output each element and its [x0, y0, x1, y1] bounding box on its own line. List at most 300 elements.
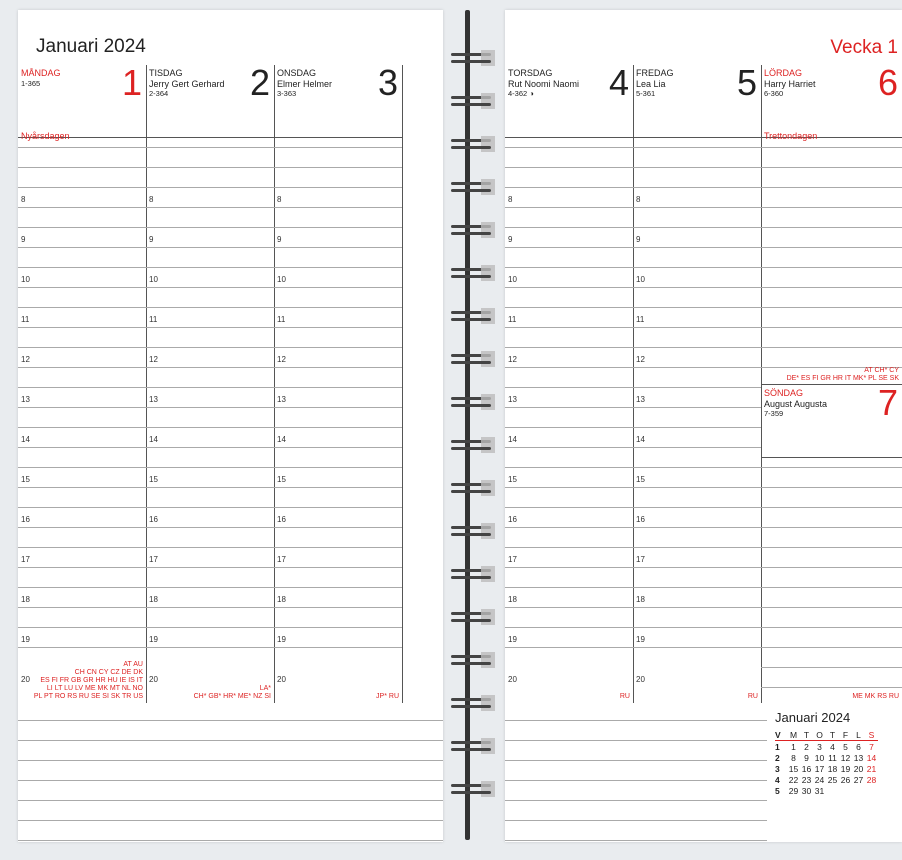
date-cell: 25: [827, 774, 838, 785]
name-day: Jerry Gert Gerhard: [149, 79, 225, 89]
day-number: 4: [608, 62, 629, 103]
hour-label: 15: [277, 475, 286, 484]
ruled-line: [146, 567, 274, 568]
ruled-line: [146, 467, 274, 468]
date-cell: 8: [791, 752, 796, 763]
hour-label: 15: [149, 475, 158, 484]
ruled-line: [18, 187, 146, 188]
ruled-line: [633, 447, 761, 448]
spiral-ring: [451, 52, 491, 64]
ruled-line: [18, 427, 146, 428]
date-cell: 28: [866, 774, 877, 785]
ruled-line: [146, 547, 274, 548]
ruled-line: [633, 647, 761, 648]
mini-calendar-title: Januari 2024: [775, 710, 851, 725]
hour-label: 10: [277, 275, 286, 284]
day-name: TISDAG: [149, 68, 183, 78]
date-cell: 6: [856, 741, 861, 752]
week-number: 3: [775, 763, 780, 774]
ruled-line: [274, 507, 402, 508]
ring-shadow: [481, 781, 495, 797]
ruled-line: [761, 647, 902, 648]
date-cell: 26: [840, 774, 851, 785]
ruled-line: [18, 547, 146, 548]
hour-label: 18: [508, 595, 517, 604]
notes-line: [505, 820, 767, 821]
ruled-line: [18, 607, 146, 608]
ruled-line: [146, 327, 274, 328]
ruled-line: [146, 587, 274, 588]
ring-shadow: [481, 179, 495, 195]
hour-label: 10: [636, 275, 645, 284]
ruled-line: [505, 327, 633, 328]
ring-shadow: [481, 265, 495, 281]
spiral-ring: [451, 267, 491, 279]
ruled-line: [761, 487, 902, 488]
hour-label: 16: [21, 515, 30, 524]
ruled-line: [633, 187, 761, 188]
hour-label: 12: [636, 355, 645, 364]
notes-line: [18, 800, 443, 801]
hour-label: 8: [21, 195, 26, 204]
ruled-line: [505, 247, 633, 248]
ruled-line: [146, 167, 274, 168]
ruled-line: [274, 607, 402, 608]
ruled-line: [505, 567, 633, 568]
ruled-line: [18, 207, 146, 208]
ruled-line: [274, 227, 402, 228]
notes-line: [505, 780, 767, 781]
spiral-ring: [451, 783, 491, 795]
ruled-line: [18, 447, 146, 448]
ring-shadow: [481, 738, 495, 754]
ruled-line: [146, 647, 274, 648]
name-day: Harry Harriet: [764, 79, 816, 89]
ruled-line: [146, 307, 274, 308]
ruled-line: [505, 147, 633, 148]
ring-shadow: [481, 394, 495, 410]
date-cell: 11: [828, 752, 837, 763]
holiday-name: Nyårsdagen: [21, 131, 70, 141]
ruled-line: [146, 187, 274, 188]
ruled-line: [761, 327, 902, 328]
hour-label: 17: [636, 555, 645, 564]
ring-shadow: [481, 652, 495, 668]
ruled-line: [146, 147, 274, 148]
ruled-line: [18, 307, 146, 308]
date-cell: 17: [814, 763, 825, 774]
hour-label: 11: [277, 315, 286, 324]
week-number: 2: [775, 752, 780, 763]
ruled-line: [761, 467, 902, 468]
ruled-line: [505, 267, 633, 268]
day-number: 7: [877, 382, 898, 423]
hour-label: 12: [149, 355, 158, 364]
mini-calendar-week: [775, 785, 878, 796]
ruled-line: [274, 527, 402, 528]
ruled-line: [18, 587, 146, 588]
ruled-line: [274, 447, 402, 448]
ruled-line: [274, 647, 402, 648]
spiral-ring: [451, 525, 491, 537]
hour-label: 14: [149, 435, 158, 444]
day-name: LÖRDAG: [764, 68, 803, 78]
hour-label: 12: [508, 355, 517, 364]
left-page: [18, 10, 443, 842]
ring-shadow: [481, 523, 495, 539]
ruled-line: [761, 587, 902, 588]
hour-label: 19: [149, 635, 158, 644]
country-codes: DE* ES FI GR HR IT MK* PL SE SK: [786, 375, 899, 382]
ruled-line: [274, 487, 402, 488]
ruled-line: [146, 267, 274, 268]
ruled-line: [633, 227, 761, 228]
hour-label: 17: [149, 555, 158, 564]
ruled-line: [505, 607, 633, 608]
date-cell: 21: [866, 763, 877, 774]
ruled-line: [633, 167, 761, 168]
ruled-line: [274, 407, 402, 408]
ring-shadow: [481, 222, 495, 238]
ruled-line: [274, 327, 402, 328]
ruled-line: [761, 347, 902, 348]
ruled-line: [633, 347, 761, 348]
date-cell: 18: [827, 763, 838, 774]
ruled-line: [633, 427, 761, 428]
date-cell: 13: [853, 752, 864, 763]
ruled-line: [274, 267, 402, 268]
ruled-line: [274, 307, 402, 308]
weekday-label: T: [826, 729, 839, 741]
day-name: TORSDAG: [508, 68, 553, 78]
ruled-line: [761, 527, 902, 528]
header-rule: [761, 384, 902, 385]
spiral-ring: [451, 138, 491, 150]
hour-label: 11: [21, 315, 30, 324]
header-rule: [146, 137, 274, 138]
hour-label: 16: [149, 515, 158, 524]
date-cell: 12: [840, 752, 851, 763]
ruled-line: [18, 287, 146, 288]
hour-label: 14: [636, 435, 645, 444]
ruled-line: [633, 207, 761, 208]
notes-line: [18, 820, 443, 821]
ruled-line: [274, 627, 402, 628]
hour-label: 10: [508, 275, 517, 284]
spiral-ring: [451, 396, 491, 408]
hour-label: 20: [277, 675, 286, 684]
ruled-line: [505, 347, 633, 348]
ring-shadow: [481, 351, 495, 367]
ring-shadow: [481, 136, 495, 152]
header-rule: [761, 457, 902, 458]
ruled-line: [633, 327, 761, 328]
ruled-line: [761, 607, 902, 608]
day-header: [764, 388, 884, 419]
hour-label: 8: [508, 195, 513, 204]
date-cell: 30: [801, 785, 812, 796]
ruled-line: [18, 267, 146, 268]
ruled-line: [761, 507, 902, 508]
day-count: 4-362 ◑: [508, 89, 534, 98]
header-rule: [505, 137, 633, 138]
moon-phase-icon: ◑: [527, 89, 534, 98]
hour-label: 18: [277, 595, 286, 604]
notes-line: [18, 760, 443, 761]
hour-label: 11: [636, 315, 645, 324]
ruled-line: [274, 567, 402, 568]
ruled-line: [505, 307, 633, 308]
ruled-line: [505, 167, 633, 168]
day-number: 5: [736, 62, 757, 103]
week-number: 4: [775, 774, 780, 785]
country-codes: LA*: [259, 685, 271, 692]
ruled-line: [18, 627, 146, 628]
ruled-line: [274, 427, 402, 428]
ruled-line: [18, 227, 146, 228]
date-cell: 4: [830, 741, 835, 752]
spiral-ring: [451, 181, 491, 193]
ruled-line: [505, 467, 633, 468]
week-number: 1: [775, 741, 780, 752]
ring-shadow: [481, 50, 495, 66]
hour-label: 17: [277, 555, 286, 564]
country-codes: ES FI FR GB GR HR HU IE IS IT: [40, 677, 143, 684]
spiral-ring: [451, 439, 491, 451]
ruled-line: [146, 207, 274, 208]
spiral-ring: [451, 224, 491, 236]
ruled-line: [505, 227, 633, 228]
day-name: SÖNDAG: [764, 388, 804, 398]
hour-label: 16: [277, 515, 286, 524]
hour-label: 14: [21, 435, 30, 444]
ruled-line: [274, 147, 402, 148]
ruled-line: [274, 387, 402, 388]
name-day: August Augusta: [764, 399, 828, 409]
ruled-line: [146, 247, 274, 248]
ruled-line: [146, 447, 274, 448]
ring-shadow: [481, 480, 495, 496]
ruled-line: [18, 347, 146, 348]
day-header: [764, 68, 884, 99]
hour-label: 13: [149, 395, 158, 404]
country-codes: AT CH* CY: [864, 367, 899, 374]
hour-label: 11: [508, 315, 517, 324]
date-cell: 16: [801, 763, 812, 774]
ruled-line: [761, 267, 902, 268]
ruled-line: [633, 287, 761, 288]
weekday-label: V: [775, 729, 787, 741]
hour-label: 8: [277, 195, 282, 204]
ring-shadow: [481, 566, 495, 582]
day-column: [18, 62, 147, 703]
notes-line: [505, 840, 767, 841]
ruled-line: [18, 467, 146, 468]
ruled-line: [274, 587, 402, 588]
weekday-label: T: [800, 729, 813, 741]
ruled-line: [761, 627, 902, 628]
day-count: 5-361: [636, 89, 656, 98]
day-column: [274, 62, 403, 703]
notes-line: [18, 840, 443, 841]
hour-label: 18: [149, 595, 158, 604]
hour-label: 9: [636, 235, 641, 244]
right-page: [505, 10, 902, 842]
ruled-line: [633, 387, 761, 388]
ruled-line: [633, 507, 761, 508]
ruled-line: [633, 367, 761, 368]
spiral-ring: [451, 611, 491, 623]
hour-label: 14: [277, 435, 286, 444]
ruled-line: [505, 207, 633, 208]
ruled-line: [505, 507, 633, 508]
ruled-line: [18, 647, 146, 648]
spine: [465, 10, 470, 840]
day-number: 3: [377, 62, 398, 103]
hour-label: 13: [21, 395, 30, 404]
hour-label: 19: [508, 635, 517, 644]
hour-label: 16: [636, 515, 645, 524]
ruled-line: [761, 167, 902, 168]
ruled-line: [274, 187, 402, 188]
ruled-line: [146, 487, 274, 488]
date-cell: 9: [804, 752, 809, 763]
ruled-line: [274, 547, 402, 548]
ruled-line: [146, 507, 274, 508]
date-cell: 22: [788, 774, 799, 785]
ruled-line: [633, 607, 761, 608]
hour-label: 17: [508, 555, 517, 564]
ruled-line: [761, 687, 902, 688]
notes-line: [18, 740, 443, 741]
ruled-line: [146, 527, 274, 528]
country-codes: AT AU: [123, 661, 143, 668]
ruled-line: [274, 367, 402, 368]
ring-shadow: [481, 308, 495, 324]
ruled-line: [18, 327, 146, 328]
ruled-line: [761, 187, 902, 188]
spiral-ring: [451, 353, 491, 365]
hour-label: 18: [21, 595, 30, 604]
date-cell: 20: [853, 763, 864, 774]
ruled-line: [274, 207, 402, 208]
ruled-line: [18, 527, 146, 528]
ruled-line: [633, 467, 761, 468]
ruled-line: [505, 647, 633, 648]
ruled-line: [761, 667, 902, 668]
notes-line: [505, 720, 767, 721]
date-cell: 19: [840, 763, 851, 774]
ruled-line: [761, 567, 902, 568]
country-codes: JP* RU: [376, 693, 399, 700]
hour-label: 8: [636, 195, 641, 204]
ruled-line: [146, 387, 274, 388]
ruled-line: [633, 307, 761, 308]
ruled-line: [146, 367, 274, 368]
hour-label: 9: [277, 235, 282, 244]
ruled-line: [633, 487, 761, 488]
ruled-line: [146, 227, 274, 228]
hour-label: 19: [636, 635, 645, 644]
hour-label: 15: [508, 475, 517, 484]
country-codes: ME MK RS RU: [852, 693, 899, 700]
ruled-line: [761, 307, 902, 308]
ruled-line: [505, 447, 633, 448]
hour-label: 16: [508, 515, 517, 524]
day-number: 2: [249, 62, 270, 103]
ruled-line: [146, 407, 274, 408]
date-cell: 1: [791, 741, 796, 752]
notes-line: [18, 780, 443, 781]
country-codes: CH CN CY CZ DE DK: [74, 669, 143, 676]
date-cell: 14: [866, 752, 877, 763]
ruled-line: [18, 247, 146, 248]
ruled-line: [18, 167, 146, 168]
date-cell: 24: [814, 774, 825, 785]
hour-label: 20: [636, 675, 645, 684]
day-column: [633, 62, 762, 703]
ruled-line: [505, 187, 633, 188]
ruled-line: [274, 167, 402, 168]
ring-shadow: [481, 695, 495, 711]
hour-label: 9: [149, 235, 154, 244]
mini-calendar-week: [775, 741, 878, 753]
date-cell: [865, 785, 878, 796]
hour-label: 15: [21, 475, 30, 484]
ruled-line: [18, 407, 146, 408]
day-count: 7-359: [764, 409, 784, 418]
ruled-line: [505, 547, 633, 548]
hour-label: 19: [21, 635, 30, 644]
ruled-line: [146, 607, 274, 608]
date-cell: 23: [801, 774, 812, 785]
ruled-line: [505, 627, 633, 628]
notes-line: [505, 800, 767, 801]
weekday-label: O: [813, 729, 826, 741]
ruled-line: [18, 487, 146, 488]
day-count: 6-360: [764, 89, 784, 98]
ruled-line: [761, 287, 902, 288]
hour-label: 20: [508, 675, 517, 684]
country-codes: LI LT LU LV ME MK MT NL NO: [46, 685, 143, 692]
spiral-ring: [451, 654, 491, 666]
spiral-ring: [451, 697, 491, 709]
country-codes: PL PT RO RS RU SE SI SK TR US: [33, 693, 143, 700]
hour-label: 17: [21, 555, 30, 564]
hour-label: 20: [149, 675, 158, 684]
ruled-line: [633, 627, 761, 628]
ruled-line: [505, 587, 633, 588]
day-column: [505, 62, 634, 703]
hour-label: 14: [508, 435, 517, 444]
day-column: [761, 62, 902, 395]
ruled-line: [274, 347, 402, 348]
spiral-ring: [451, 740, 491, 752]
ruled-line: [633, 587, 761, 588]
ruled-line: [633, 147, 761, 148]
country-codes: RU: [619, 693, 630, 700]
day-number: 1: [121, 62, 142, 103]
country-codes: RU: [747, 693, 758, 700]
ring-shadow: [481, 609, 495, 625]
mini-calendar-week: [775, 763, 878, 774]
hour-label: 12: [21, 355, 30, 364]
mini-calendar-header: [775, 729, 878, 741]
day-count: 3-363: [277, 89, 297, 98]
hour-label: 19: [277, 635, 286, 644]
hour-label: 12: [277, 355, 286, 364]
header-rule: [274, 137, 402, 138]
